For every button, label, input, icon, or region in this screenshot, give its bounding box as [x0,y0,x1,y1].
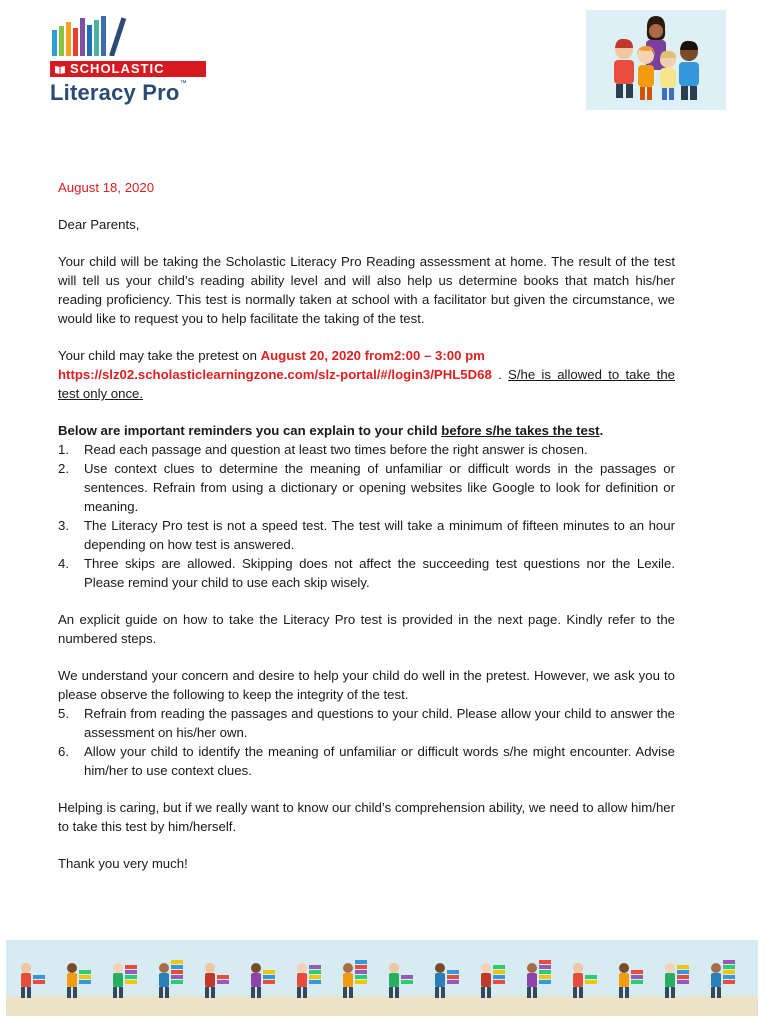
concern-paragraph: We understand your concern and desire to help your child do well in the pretest. However, we ask you to please observe the following to keep the integrity of the test. [58,668,675,702]
children-carrying-books-icon [6,940,758,1016]
pretest-prefix: Your child may take the pretest on [58,348,261,363]
intro-paragraph: Your child will be taking the Scholastic Literacy Pro Reading assessment at home. The result of the test will tell us your child’s reading ability level and will also help us determine books that match his/her reading proficiency. This test is normally taken at school with a facilitator but given the circumstance, we would like to request you to help facilitate the taking of the test. [58,254,675,326]
child-with-books-icon [67,963,91,998]
pretest-separator: . [491,367,509,382]
scholastic-literacy-pro-logo [50,16,220,108]
letter-body [58,178,675,891]
list-number: 1. [58,442,69,457]
list-text: Read each passage and question at least two times before the right answer is chosen. [84,442,588,457]
list-number: 2. [58,461,69,476]
pretest-url[interactable]: https://slz02.scholasticlearningzone.com/slz-portal/#/login3/PHL5D68 [58,367,492,382]
children-books-border [6,940,758,1016]
child-with-books-icon [113,963,137,998]
child-with-books-icon [389,963,413,998]
closing-paragraph: Helping is caring, but if we really want to know our child’s comprehension ability, we need to allow him/her to take this test by him/herself. [58,800,675,834]
books-logo-icon [52,16,132,56]
product-title: Literacy Pro [50,80,180,105]
integrity-list [58,704,675,780]
list-number: 4. [58,556,69,571]
child-with-books-icon [343,960,367,998]
list-item [58,742,675,780]
pretest-date: August 20, 2020 from2:00 – 3:00 pm [260,348,485,363]
scholastic-wordmark [50,61,206,77]
list-item [58,440,675,459]
list-text: Refrain from reading the passages and questions to your child. Please allow your child to answer the assessment on his/her own. [84,706,675,740]
child-with-books-icon [711,960,735,998]
child-with-books-icon [21,963,45,998]
pretest-once-note: S/he is allowed to take the test only once. [58,367,675,401]
reminders-intro: Below are important reminders you can explain to your child [58,423,442,438]
child-with-books-icon [205,963,229,998]
child-with-books-icon [573,963,597,998]
child-with-books-icon [159,960,183,998]
reminders-heading [58,421,675,440]
list-text: Three skips are allowed. Skipping does not affect the succeeding test questions nor the Lexile. Please remind your child to use each skip wisely. [84,556,675,590]
list-text: The Literacy Pro test is not a speed test. The test will take a minimum of fifteen minutes to an hour depending on how test is answered. [84,518,675,552]
list-item [58,459,675,516]
reminders-emphasis: before s/he takes the test [441,423,600,438]
child-with-books-icon [665,963,689,998]
guide-paragraph: An explicit guide on how to take the Literacy Pro test is provided in the next page. Kindly refer to the numbered steps. [58,612,675,646]
list-text: Allow your child to identify the meaning of unfamiliar or difficult words s/he might encounter. Advise him/her to use context clues. [84,744,675,778]
child-with-books-icon [297,963,321,998]
list-number: 5. [58,706,69,721]
list-text: Use context clues to determine the meaning of unfamiliar or difficult words in the passages or sentences. Refrain from using a dictionary or opening websites like Google to look for definition or meaning. [84,461,675,514]
list-number: 6. [58,744,69,759]
child-with-books-icon [435,963,459,998]
children-illustration [586,10,726,110]
product-name [50,80,187,106]
salutation: Dear Parents, [58,217,140,232]
list-number: 3. [58,518,69,533]
reminders-list [58,440,675,592]
letter-date: August 18, 2020 [58,180,155,195]
child-with-books-icon [481,963,505,998]
thanks-line: Thank you very much! [58,856,188,871]
children-group-icon [586,10,726,110]
list-item [58,516,675,554]
child-with-books-icon [251,963,275,998]
open-book-icon [55,64,65,74]
child-with-books-icon [619,963,643,998]
brand-name: SCHOLASTIC [70,61,165,76]
list-item [58,704,675,742]
reminders-end: . [599,423,604,438]
child-with-books-icon [527,960,551,998]
list-item [58,554,675,592]
trademark: ™ [179,80,187,87]
pretest-paragraph [58,346,675,403]
